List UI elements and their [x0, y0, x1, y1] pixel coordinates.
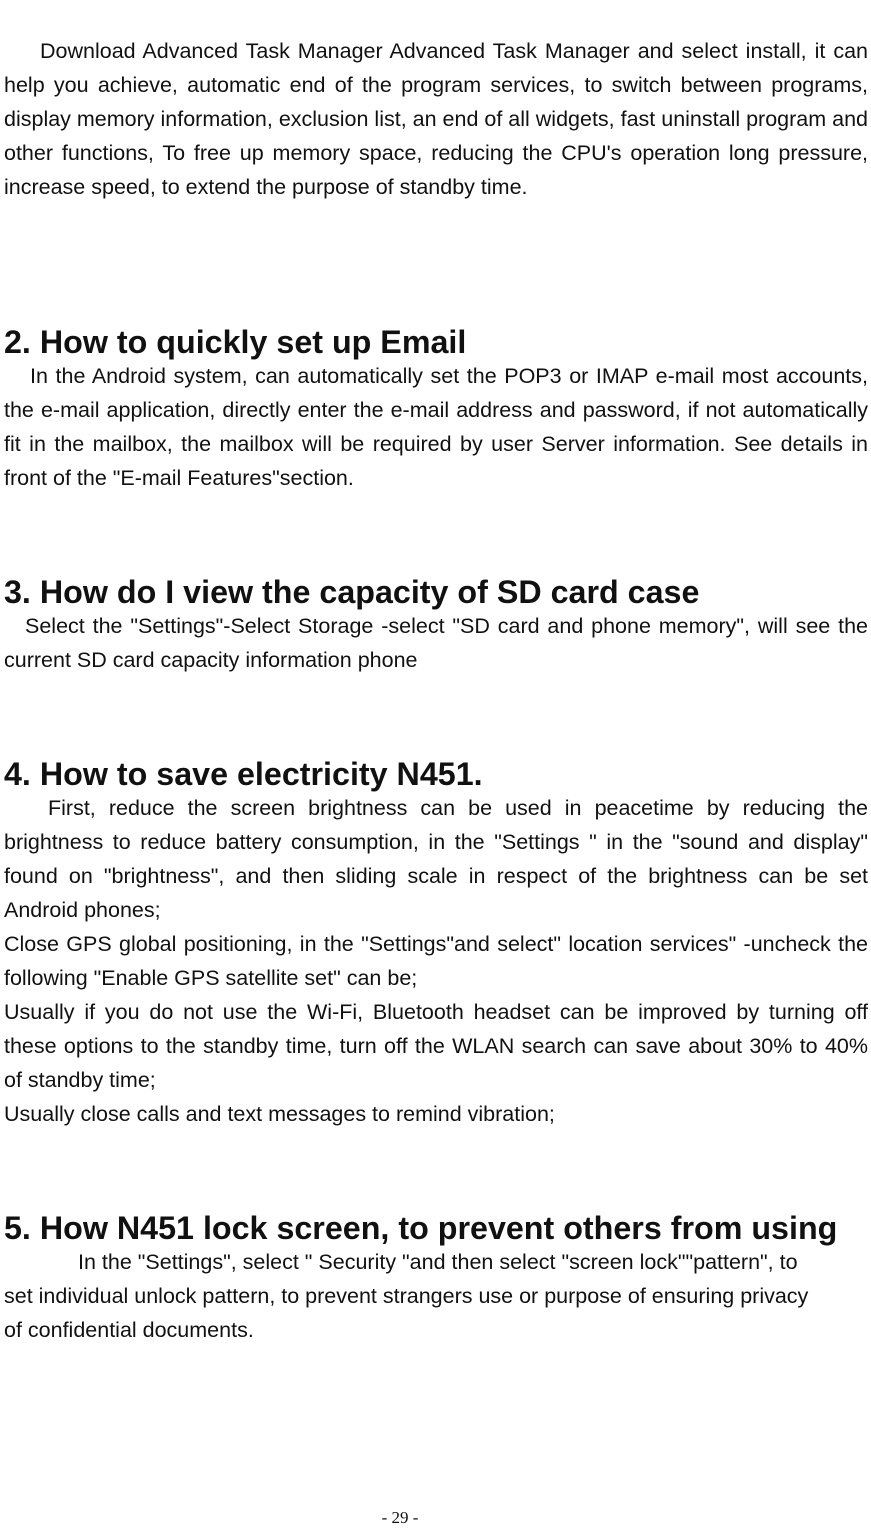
- section-heading-electricity: 4. How to save electricity N451.: [4, 756, 483, 792]
- spacer: [4, 495, 868, 575]
- section-heading-email: 2. How to quickly set up Email: [4, 324, 467, 360]
- section-paragraph-lock-screen: In the "Settings", select " Security "and then select "screen lock""pattern", to set individual unlock pattern, to prevent strangers use or purpose of ensuring privacy of confidential documents.: [4, 1250, 809, 1342]
- section-paragraph-sd-card: Select the "Settings"-Select Storage -select "SD card and phone memory", will see the current SD card capacity information phone: [4, 614, 868, 672]
- section-paragraph-wifi: Usually if you do not use the Wi-Fi, Bluetooth headset can be improved by turning off these options to the standby time, turn off the WLAN search can save about 30% to 40% of standby time;: [4, 1000, 868, 1092]
- spacer: [4, 204, 868, 325]
- spacer: [4, 1131, 868, 1211]
- page-number: - 29 -: [381, 1508, 419, 1527]
- section-paragraph-brightness: First, reduce the screen brightness can be used in peacetime by reducing the brightness to reduce battery consumption, in the "Settings " in the "sound and display" found on "brightness", and then sliding scale in respect of the brightness can be set Android phones;: [4, 796, 868, 922]
- section-paragraph-vibration: Usually close calls and text messages to remind vibration;: [4, 1102, 555, 1126]
- document-page: [4, 34, 868, 1347]
- section-paragraph-email: In the Android system, can automatically set the POP3 or IMAP e-mail most accounts, the e-mail application, directly enter the e-mail address and password, if not automatically fit in the mailbox, the mailbox will be required by user Server information. See details in front of the "E-mail Features"section.: [4, 364, 868, 490]
- section-heading-lock-screen: 5. How N451 lock screen, to prevent others from using: [4, 1210, 838, 1246]
- section-paragraph-gps: Close GPS global positioning, in the "Settings"and select" location services" -uncheck the following "Enable GPS satellite set" can be;: [4, 932, 868, 990]
- intro-paragraph: Download Advanced Task Manager Advanced Task Manager and select install, it can help you achieve, automatic end of the program services, to switch between programs, display memory information, exclusion list, an end of all widgets, fast uninstall program and other functions, To free up memory space, reducing the CPU's operation long pressure, increase speed, to extend the purpose of standby time.: [4, 39, 868, 199]
- spacer: [4, 677, 868, 757]
- section-heading-sd-card: 3. How do I view the capacity of SD card case: [4, 574, 700, 610]
